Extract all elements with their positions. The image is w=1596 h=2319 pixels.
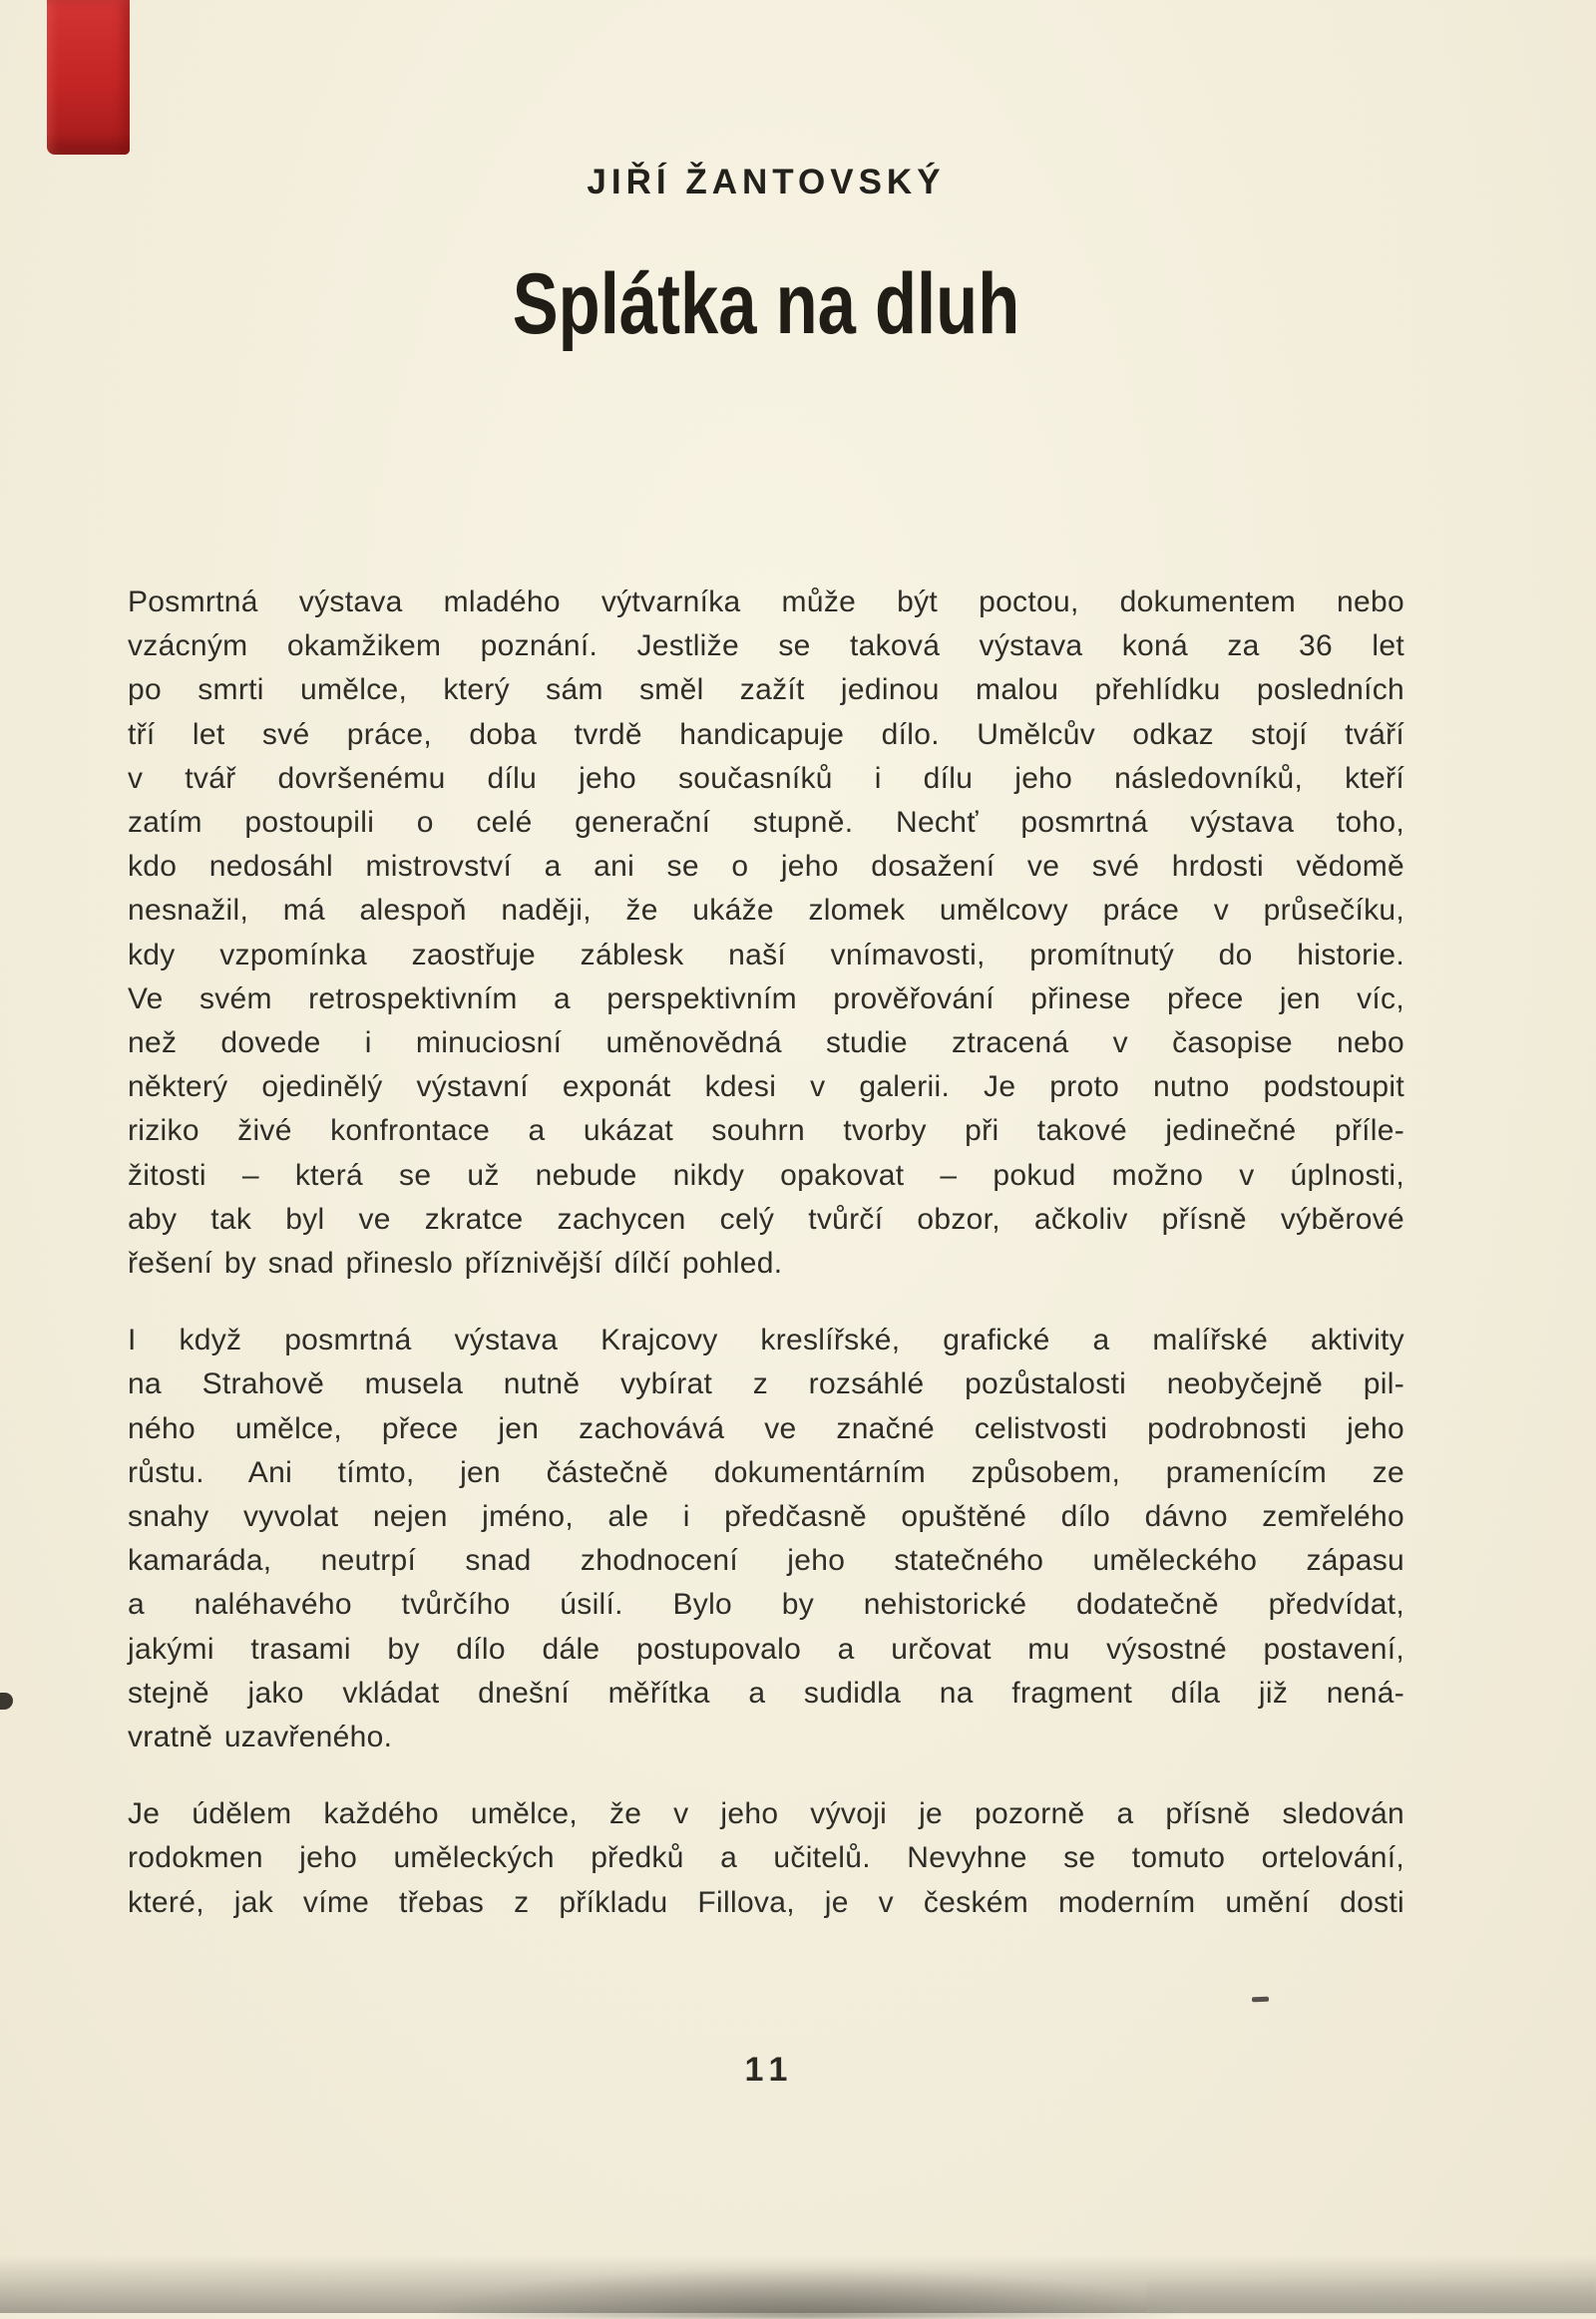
shadow-streak-light — [1147, 2279, 1596, 2313]
stray-ink-mark — [1252, 1997, 1269, 2003]
text-line: některý ojedinělý výstavní exponát kdesi v galerii. Je proto nutno podstoupit — [128, 1070, 1404, 1104]
text-line: řešení by snad přineslo příznivější dílčí pohled. — [128, 1247, 783, 1281]
text-line: zatím postoupili o celé generační stupně. Nechť posmrtná výstava toho, — [128, 806, 1404, 840]
text-line: stejně jako vkládat dnešní měřítka a sudidla na fragment díla již nená- — [128, 1676, 1404, 1710]
text-line: Posmrtná výstava mladého výtvarníka může být poctou, dokumentem nebo — [128, 585, 1404, 618]
text-line: I když posmrtná výstava Krajcovy kreslířské, grafické a malířské aktivity — [128, 1324, 1404, 1357]
text-line: ného umělce, přece jen zachovává ve značné celistvosti podrobnosti jeho — [128, 1411, 1404, 1445]
paragraph-2 — [128, 1319, 1404, 1759]
text-line: kdy vzpomínka zaostřuje záblesk naší vnímavosti, promítnutý do historie. — [128, 938, 1404, 971]
article-body — [128, 580, 1404, 1925]
paragraph-3 — [128, 1792, 1404, 1925]
text-line: růstu. Ani tímto, jen částečně dokumentárním způsobem, pramenícím ze — [128, 1455, 1404, 1489]
text-line: kamaráda, neutrpí snad zhodnocení jeho statečného uměleckého zápasu — [128, 1544, 1404, 1578]
article-title: Splátka na dluh — [512, 256, 1020, 352]
text-line: po smrti umělce, který sám směl zažít jedinou malou přehlídku posledních — [128, 673, 1404, 707]
text-line: na Strahově musela nutně vybírat z rozsáhlé pozůstalosti neobyčejně pil- — [128, 1367, 1404, 1401]
text-line: rodokmen jeho uměleckých předků a učitelů. Nevyhne se tomuto ortelování, — [128, 1841, 1404, 1875]
text-line: nesnažil, má alespoň naději, že ukáže zlomek umělcovy práce v průsečíku, — [128, 894, 1404, 928]
text-line: vratně uzavřeného. — [128, 1721, 393, 1754]
text-line: které, jak víme třebas z příkladu Fillova, je v českém moderním umění dosti — [128, 1885, 1404, 1919]
text-line: snahy vyvolat nejen jméno, ale i předčasně opuštěné dílo dávno zemřelého — [128, 1500, 1404, 1534]
text-line: a naléhavého tvůrčího úsilí. Bylo by nehistorické dodatečně předvídat, — [128, 1588, 1404, 1622]
text-line: Ve svém retrospektivním a perspektivním prověřování přinese přece jen víc, — [128, 981, 1404, 1015]
left-edge-mark — [0, 1693, 13, 1710]
shadow-streak-dark — [419, 2267, 1187, 2319]
paragraph-1 — [128, 580, 1404, 1286]
text-line: v tvář dovršenému dílu jeho současníků i dílu jeho následovníků, kteří — [128, 761, 1404, 795]
text-line: vzácným okamžikem poznání. Jestliže se taková výstava koná za 36 let — [128, 629, 1404, 663]
red-ribbon-tab — [47, 0, 130, 155]
text-line: jakými trasami by dílo dále postupovalo a určovat mu výsostné postavení, — [128, 1632, 1404, 1666]
text-line: aby tak byl ve zkratce zachycen celý tvůrčí obzor, ačkoliv přísně výběrové — [128, 1202, 1404, 1236]
text-line: kdo nedosáhl mistrovství a ani se o jeho dosažení ve své hrdosti vědomě — [128, 850, 1404, 884]
bottom-scan-shadow — [0, 2255, 1596, 2313]
page-number: 11 — [744, 2051, 795, 2089]
text-line: než dovede i minuciosní uměnovědná studie ztracená v časopise nebo — [128, 1026, 1404, 1060]
page-content — [128, 0, 1404, 2313]
text-line: tří let své práce, doba tvrdě handicapuje dílo. Umělcův odkaz stojí tváří — [128, 717, 1404, 751]
text-line: žitosti – která se už nebude nikdy opakovat – pokud možno v úplnosti, — [128, 1158, 1404, 1192]
text-line: Je údělem každého umělce, že v jeho vývoji je pozorně a přísně sledován — [128, 1797, 1404, 1831]
author-name: JIŘÍ ŽANTOVSKÝ — [587, 163, 946, 201]
text-line: riziko živé konfrontace a ukázat souhrn tvorby při takové jedinečné příle- — [128, 1114, 1404, 1148]
